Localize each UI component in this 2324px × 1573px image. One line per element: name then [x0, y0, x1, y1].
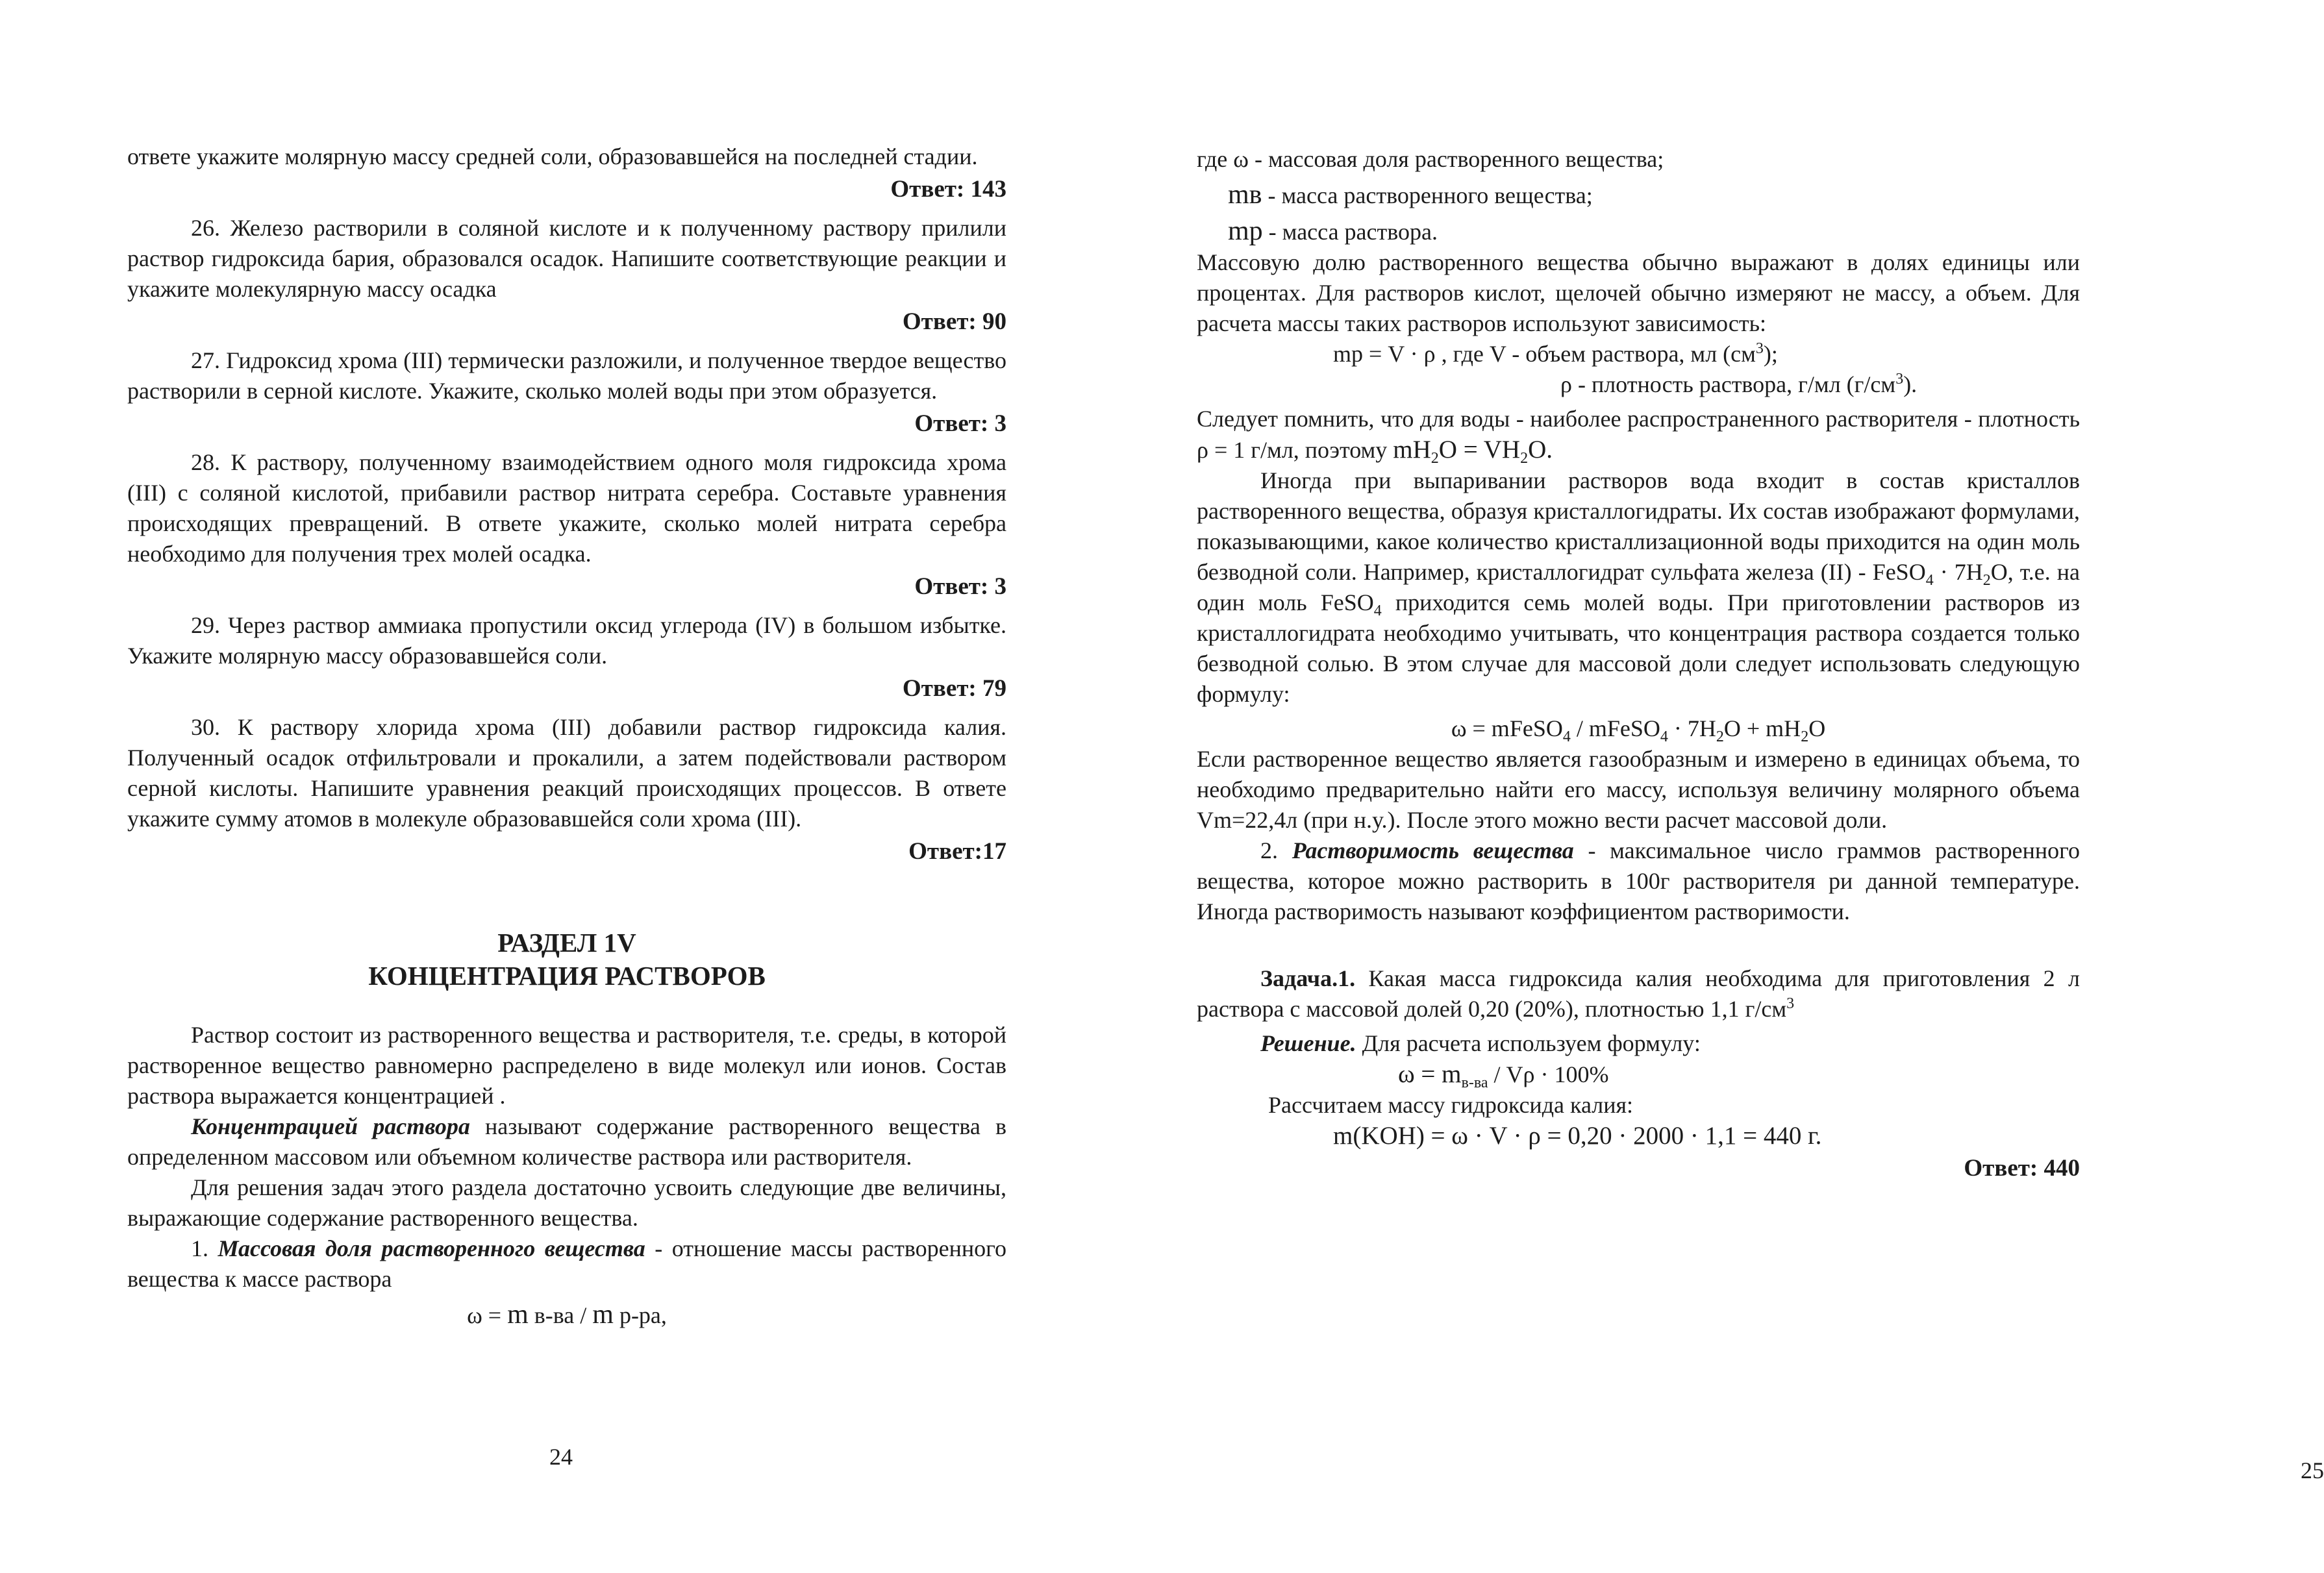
solubility-term: Растворимость вещества — [1292, 837, 1574, 863]
formula-solution — [1197, 1059, 2080, 1090]
feso4-sub: 4 — [1562, 728, 1571, 746]
left-page-text — [127, 142, 1006, 1331]
intro-continuation: ответе укажите молярную массу средней соли, образовавшейся на последней стадии. — [127, 143, 978, 169]
para-gas: Если растворенное вещество является газообразным и измерено в единицах объема, то необходимо предварительно найти его массу, используя величину молярного объема Vm=22,4л (при н.у.). После этого можно вести расчет массовой доли. — [1197, 746, 2080, 833]
left-page — [0, 0, 1093, 1573]
feso4-part: O + mH — [1723, 715, 1801, 741]
feso4-part: · 7H — [1668, 715, 1716, 741]
para-mass-fraction: Массовую долю растворенного вещества обычно выражают в долях единицы или процентах. Для растворов кислот, щелочей обычно измеряют не массу, а объем. Для расчета массы таких растворов используют зависимость: — [1197, 249, 2080, 336]
task-1 — [1197, 963, 2080, 1024]
section-number: РАЗДЕЛ 1V — [497, 928, 636, 958]
para-solution: Раствор состоит из растворенного вещества и растворителя, т.е. среды, в которой растворенное вещество равномерно распределено в виде молекул или ионов. Состав раствора выражается концентрацией . — [127, 1022, 1006, 1109]
answer-task-1: Ответ: 440 — [1964, 1155, 2080, 1182]
answer-30: Ответ:17 — [908, 838, 1006, 865]
solution-line — [1197, 1028, 2080, 1059]
task-29: 29. Через раствор аммиака пропустили оксид углерода (IV) в большом избытке. Укажите молярную массу образовавшейся соли. — [127, 612, 1006, 669]
rho-sup: 3 — [1895, 371, 1904, 388]
task-30: 30. К раствору хлорида хрома (III) добавили раствор гидроксида калия. Полученный осадок отфильтровали и прокалили, а затем подействовали раствором серной кислоты. Напишите уравнения реакций происходящих процессов. В ответе укажите сумму атомов в молекуле образовавшейся соли хрома (III). — [127, 714, 1006, 832]
mv-subscript: в — [1249, 180, 1262, 210]
water-sub2: 2 — [1520, 450, 1529, 467]
task-26: 26. Железо растворили в соляной кислоте и к полученному раствору прилили раствор гидроксида бария, образовался осадок. Напишите соответствующие реакции и укажите молекулярную массу осадка — [127, 215, 1006, 302]
crystal-text-a: Иногда при выпаривании растворов вода входит в состав кристаллов растворенного вещества, образуя кристаллогидраты. Их состав изображают формулами, показывающими, какое количество кристаллизационной воды приходится на один моль безводной соли. Например, кристаллогидрат сульфата железа (II) - FeSO — [1197, 467, 2080, 585]
water-density-line — [1197, 404, 2080, 465]
right-page — [1093, 0, 2324, 1573]
formula-omega-part: в-ва / — [528, 1302, 593, 1328]
formula-omega-m1: m — [507, 1300, 529, 1330]
answer-28: Ответ: 3 — [914, 573, 1006, 600]
crystal-sub: 2 — [1982, 572, 1991, 589]
water-formula-end: O. — [1528, 436, 1553, 464]
calc-formula: m(KOH) = ω · V · ρ = 0,20 · 2000 · 1,1 = 440 г. — [1333, 1122, 1822, 1150]
feso4-sub: 4 — [1660, 728, 1668, 746]
formula-mp-sup: 3 — [1755, 340, 1764, 357]
task-27: 27. Гидроксид хрома (III) термически разложили, и полученное твердое вещество растворили в серной кислоте. Укажите, сколько молей воды при этом образуется. — [127, 347, 1006, 404]
item-2 — [1197, 836, 2080, 927]
para-concentration — [127, 1111, 1006, 1172]
task-1-sup: 3 — [1786, 995, 1795, 1012]
right-page-text — [1197, 144, 2080, 1183]
answer-27: Ответ: 3 — [914, 410, 1006, 437]
mp-line — [1197, 216, 2080, 247]
crystal-text-mid1: · 7H — [1933, 559, 1983, 585]
task-1-label: Задача.1. — [1260, 965, 1356, 991]
task-1-text: Какая масса гидроксида калия необходима для приготовления 2 л раствора с массовой долей 0,20 (20%), плотностью 1,1 г/см — [1197, 965, 2080, 1022]
concentration-definition: называют содержание растворенного вещества в определенном массовом или объемном количестве раствора или растворителя. — [127, 1113, 1006, 1170]
formula-omega-m2: m — [592, 1300, 614, 1330]
concentration-term: Концентрацией раствора — [191, 1113, 470, 1139]
mass-fraction-definition: - отношение массы растворенного вещества к массе раствора — [127, 1235, 1006, 1292]
feso4-part: ω = mFeSO — [1451, 715, 1563, 741]
task-28: 28. К раствору, полученному взаимодействием одного моля гидроксида хрома (III) с соляной кислотой, прибавили раствор нитрата серебра. Составьте уравнения происходящих превращений. В ответе укажите, сколько молей нитрата серебра необходимо для получения трех молей осадка. — [127, 449, 1006, 567]
answer-29: Ответ: 79 — [902, 675, 1006, 702]
formula-mp-text: mр = V · ρ , где V - объем раствора, мл (см — [1333, 341, 1756, 367]
crystal-sub: 4 — [1925, 572, 1934, 589]
formula-solution-part: / Vρ · 100% — [1488, 1061, 1609, 1087]
formula-omega — [127, 1300, 1006, 1331]
mv-text: - масса растворенного вещества; — [1262, 182, 1593, 208]
solubility-definition: - максимальное число граммов растворенного вещества, которое можно растворить в 100г растворителя ри данной температуре. Иногда растворимость называют коэффициентом растворимости. — [1197, 837, 2080, 924]
feso4-sub: 2 — [1716, 728, 1724, 746]
calc-intro: Рассчитаем массу гидроксида калия: — [1268, 1092, 1634, 1118]
rho-line — [1197, 369, 2080, 400]
water-formula-m: mH — [1393, 436, 1431, 464]
page-number-24: 24 — [549, 1444, 573, 1470]
mv-line — [1197, 180, 2080, 211]
formula-mp — [1197, 339, 2080, 369]
formula-feso4 — [1197, 713, 2080, 744]
feso4-part: O — [1808, 715, 1826, 741]
rho-end: ). — [1903, 371, 1918, 397]
item-2-number: 2. — [1260, 837, 1292, 863]
section-title: КОНЦЕНТРАЦИЯ РАСТВОРОВ — [368, 961, 766, 991]
item-1 — [127, 1233, 1006, 1294]
solution-text: Для расчета используем формулу: — [1356, 1030, 1701, 1056]
solution-label: Решение. — [1260, 1030, 1356, 1056]
mp-subscript: р — [1249, 216, 1263, 246]
crystal-text-mid2: O, т.е. на один моль FeSO — [1197, 559, 2080, 615]
mp-symbol: m — [1228, 216, 1249, 246]
water-text: Следует помнить, что для воды - наиболее распространенного растворителя - плотность ρ = 1 г/мл, поэтому — [1197, 406, 2080, 463]
answer-26: Ответ: 90 — [902, 308, 1006, 335]
formula-omega-part: ω = — [467, 1302, 508, 1328]
formula-mp-end: ); — [1763, 341, 1778, 367]
para-crystal — [1197, 465, 2080, 710]
feso4-part: / mFeSO — [1570, 715, 1660, 741]
crystal-sub: 4 — [1373, 602, 1382, 620]
rho-text: ρ - плотность раствора, г/мл (г/см — [1560, 371, 1896, 397]
formula-omega-part: р-ра, — [613, 1302, 667, 1328]
mv-symbol: m — [1228, 180, 1249, 210]
water-sub1: 2 — [1431, 450, 1439, 467]
answer-25: Ответ: 143 — [890, 176, 1006, 203]
where-line: где ω - массовая доля растворенного вещества; — [1197, 146, 1664, 172]
page-number-25: 25 — [2301, 1457, 2324, 1483]
water-formula-mid: O = VH — [1438, 436, 1521, 464]
feso4-sub: 2 — [1801, 728, 1809, 746]
mp-text: - масса раствора. — [1262, 219, 1438, 245]
para-two-values: Для решения задач этого раздела достаточно усвоить следующие две величины, выражающие содержание растворенного вещества. — [127, 1174, 1006, 1231]
crystal-text-b: приходится семь молей воды. При приготовлении растворов из кристаллогидрата необходимо учитывать, что концентрация раствора создается только безводной солью. В этом случае для массовой доли следует использовать следующую формулу: — [1197, 589, 2080, 707]
mass-fraction-term: Массовая доля растворенного вещества — [218, 1235, 645, 1261]
formula-solution-part: ω = m — [1398, 1060, 1462, 1088]
section-heading — [127, 926, 1006, 993]
formula-solution-sub: в-ва — [1461, 1074, 1488, 1092]
item-1-number: 1. — [191, 1235, 218, 1261]
